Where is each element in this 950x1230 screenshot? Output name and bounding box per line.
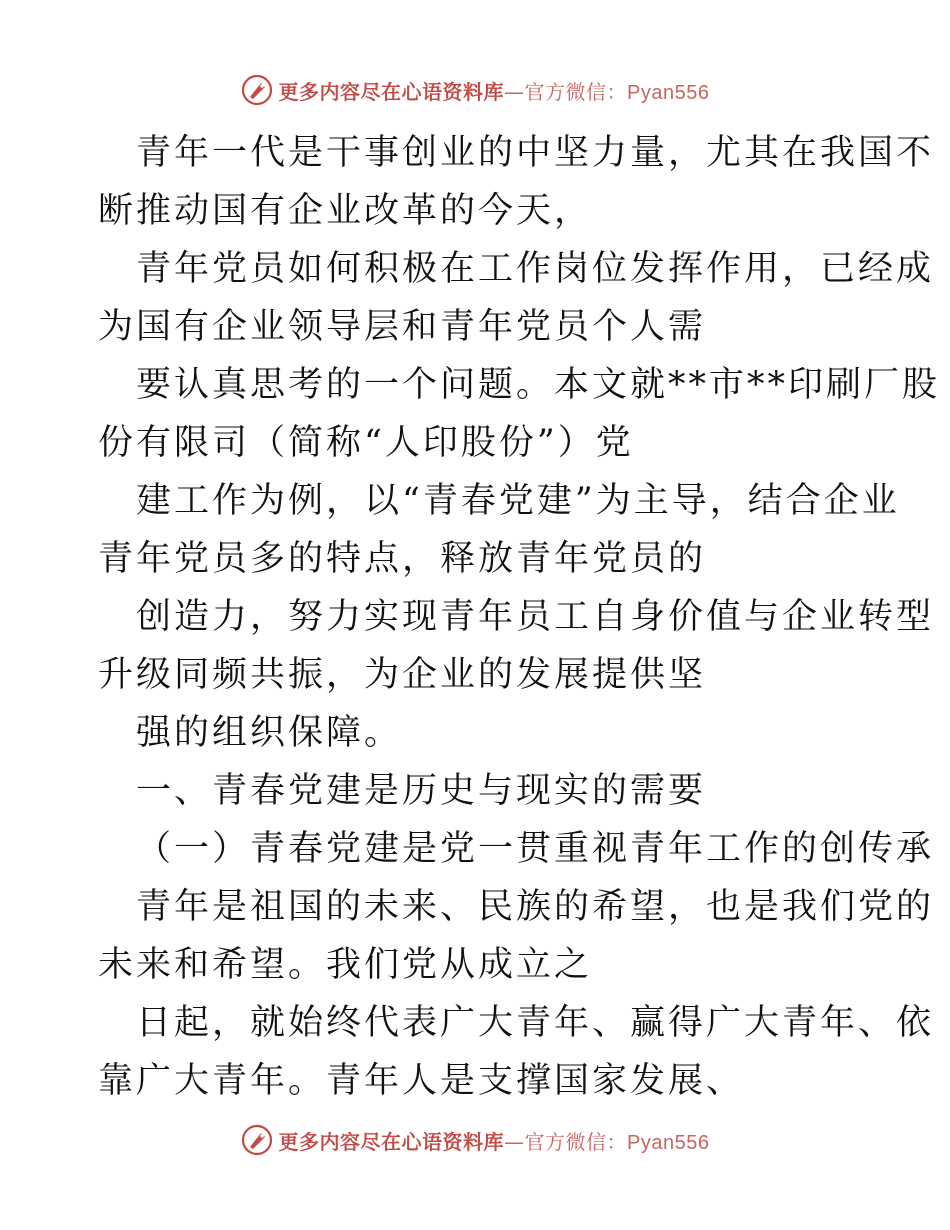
body-line: 未来和希望。我们党从成立之 <box>98 945 593 985</box>
body-line: 创造力，努力实现青年员工自身价值与企业转型 <box>136 597 935 637</box>
watermark-wechat-id: Pyan556 <box>627 1131 710 1154</box>
watermark-wechat-id: Pyan556 <box>627 81 710 104</box>
watermark-dash: — <box>504 79 525 104</box>
document-body <box>98 124 941 1110</box>
body-line: 青年党员如何积极在工作岗位发挥作用，已经成 <box>136 249 935 289</box>
body-line: 要认真思考的一个问题。本文就**市**印刷厂股 <box>136 365 941 405</box>
watermark-header <box>0 70 950 110</box>
body-line: 强的组织保障。 <box>136 713 403 753</box>
watermark-wechat-label: 官方微信： <box>524 1129 628 1154</box>
watermark-brand: 更多内容尽在心语资料库 <box>278 79 505 104</box>
body-line: 青年是祖国的未来、民族的希望，也是我们党的 <box>136 887 935 927</box>
body-line: 青年一代是干事创业的中坚力量，尤其在我国不 <box>136 133 935 173</box>
body-line: 份有限司（简称“人印股份”）党 <box>98 423 634 463</box>
body-line: 日起，就始终代表广大青年、赢得广大青年、依 <box>136 1003 935 1043</box>
body-line: 升级同频共振，为企业的发展提供坚 <box>98 655 707 695</box>
body-line: 为国有企业领导层和青年党员个人需 <box>98 307 707 347</box>
pen-nib-logo-icon <box>241 74 273 106</box>
section-heading: 一、青春党建是历史与现实的需要 <box>136 771 707 811</box>
body-line: 建工作为例，以“青春党建”为主导，结合企业 <box>136 481 900 521</box>
body-line: 断推动国有企业改革的今天， <box>98 191 593 231</box>
watermark-brand: 更多内容尽在心语资料库 <box>278 1129 505 1154</box>
pen-nib-logo-icon <box>241 1124 273 1156</box>
watermark-text <box>279 1126 710 1155</box>
body-line: 青年党员多的特点，释放青年党员的 <box>98 539 707 579</box>
subsection-heading: （一）青春党建是党一贯重视青年工作的创传承 <box>136 829 935 869</box>
watermark-footer <box>0 1120 950 1160</box>
watermark-wechat-label: 官方微信： <box>524 79 628 104</box>
watermark-dash: — <box>504 1129 525 1154</box>
watermark-text <box>279 76 710 105</box>
body-line: 靠广大青年。青年人是支撑国家发展、 <box>98 1061 745 1101</box>
